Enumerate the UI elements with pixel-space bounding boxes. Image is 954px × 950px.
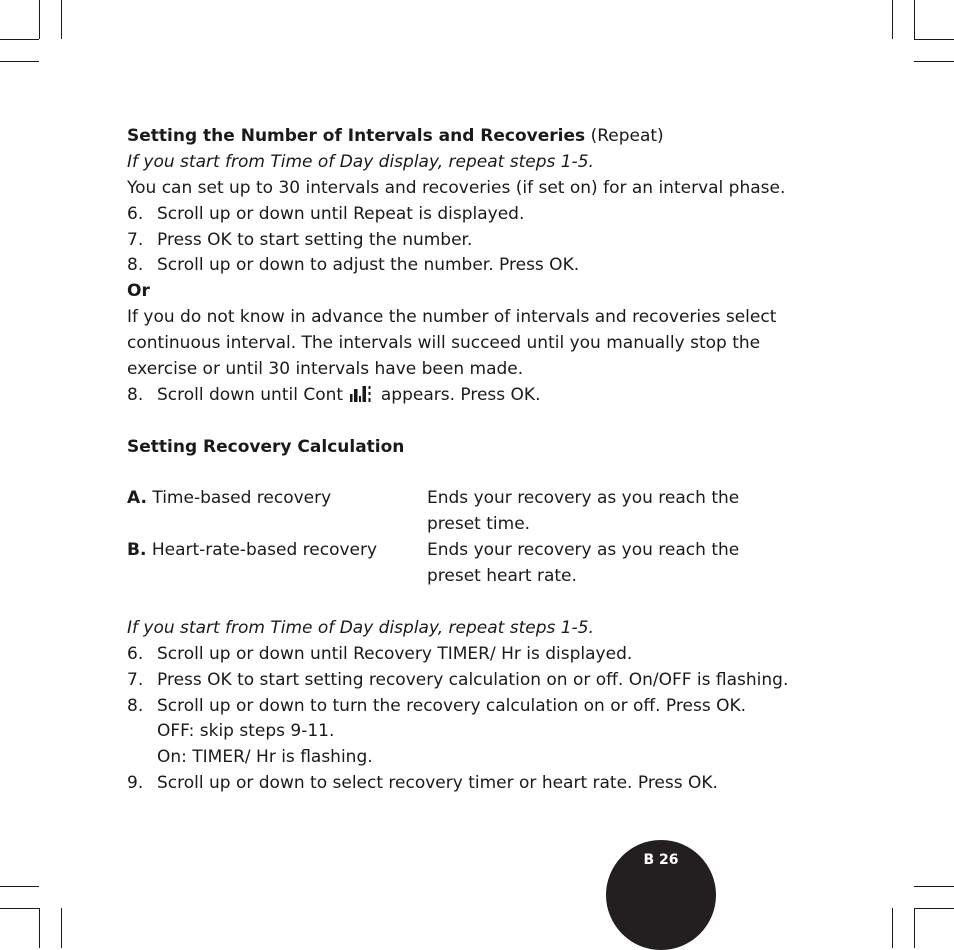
list-item: 9. Scroll up or down to select recovery timer or heart rate. Press OK. — [127, 773, 718, 794]
intro-italic: If you start from Time of Day display, repeat steps 1-5. — [127, 151, 594, 172]
option-row: A. Time-based recovery Ends your recovery as you reach the preset time. — [127, 488, 740, 535]
page-number: B 26 — [643, 852, 679, 868]
crop-mark — [892, 908, 893, 948]
crop-mark — [0, 886, 39, 887]
intro-italic: If you start from Time of Day display, repeat steps 1-5. — [127, 617, 594, 638]
crop-mark — [61, 908, 62, 948]
section-heading: Setting the Number of Intervals and Recoveries (Repeat) — [127, 126, 664, 146]
list-item: 8. Scroll down until Cont appears. Press OK. — [127, 383, 827, 409]
page-content — [127, 124, 827, 797]
list-item: 6. Scroll up or down until Repeat is displayed. — [127, 203, 525, 224]
crop-mark — [39, 0, 40, 39]
section-heading: Setting Recovery Calculation — [127, 436, 405, 457]
list-item: 7. Press OK to start setting the number. — [127, 229, 473, 250]
crop-mark — [914, 886, 954, 887]
paragraph-line: If you do not know in advance the number of intervals and recoveries select — [127, 307, 777, 328]
list-item: 6. Scroll up or down until Recovery TIMER/ Hr is displayed. — [127, 643, 633, 664]
intro-text: You can set up to 30 intervals and recoveries (if set on) for an interval phase. — [127, 177, 786, 198]
or-label: Or — [127, 281, 150, 302]
option-row: B. Heart-rate-based recovery Ends your recovery as you reach the preset heart rate. — [127, 540, 740, 587]
crop-mark — [0, 39, 39, 40]
paragraph-line: continuous interval. The intervals will succeed until you manually stop the — [127, 333, 761, 354]
list-item: 8. Scroll up or down to adjust the number. Press OK. — [127, 255, 580, 276]
paragraph-line: exercise or until 30 intervals have been made. — [127, 359, 524, 380]
crop-mark — [39, 908, 40, 948]
crop-mark — [0, 908, 39, 909]
list-item: 7. Press OK to start setting recovery calculation on or off. On/OFF is flashing. — [127, 669, 789, 690]
crop-mark — [0, 61, 39, 62]
crop-mark — [914, 61, 954, 62]
crop-mark — [914, 39, 954, 40]
crop-mark — [892, 0, 893, 39]
list-item: 8. Scroll up or down to turn the recovery calculation on or off. Press OK. — [127, 695, 747, 716]
crop-mark — [914, 908, 954, 909]
step-subline: On: TIMER/ Hr is flashing. — [157, 747, 373, 768]
crop-mark — [61, 0, 62, 39]
crop-mark — [914, 0, 915, 39]
interval-bars-icon — [350, 385, 372, 411]
crop-mark — [914, 908, 915, 948]
step-subline: OFF: skip steps 9-11. — [157, 721, 335, 742]
